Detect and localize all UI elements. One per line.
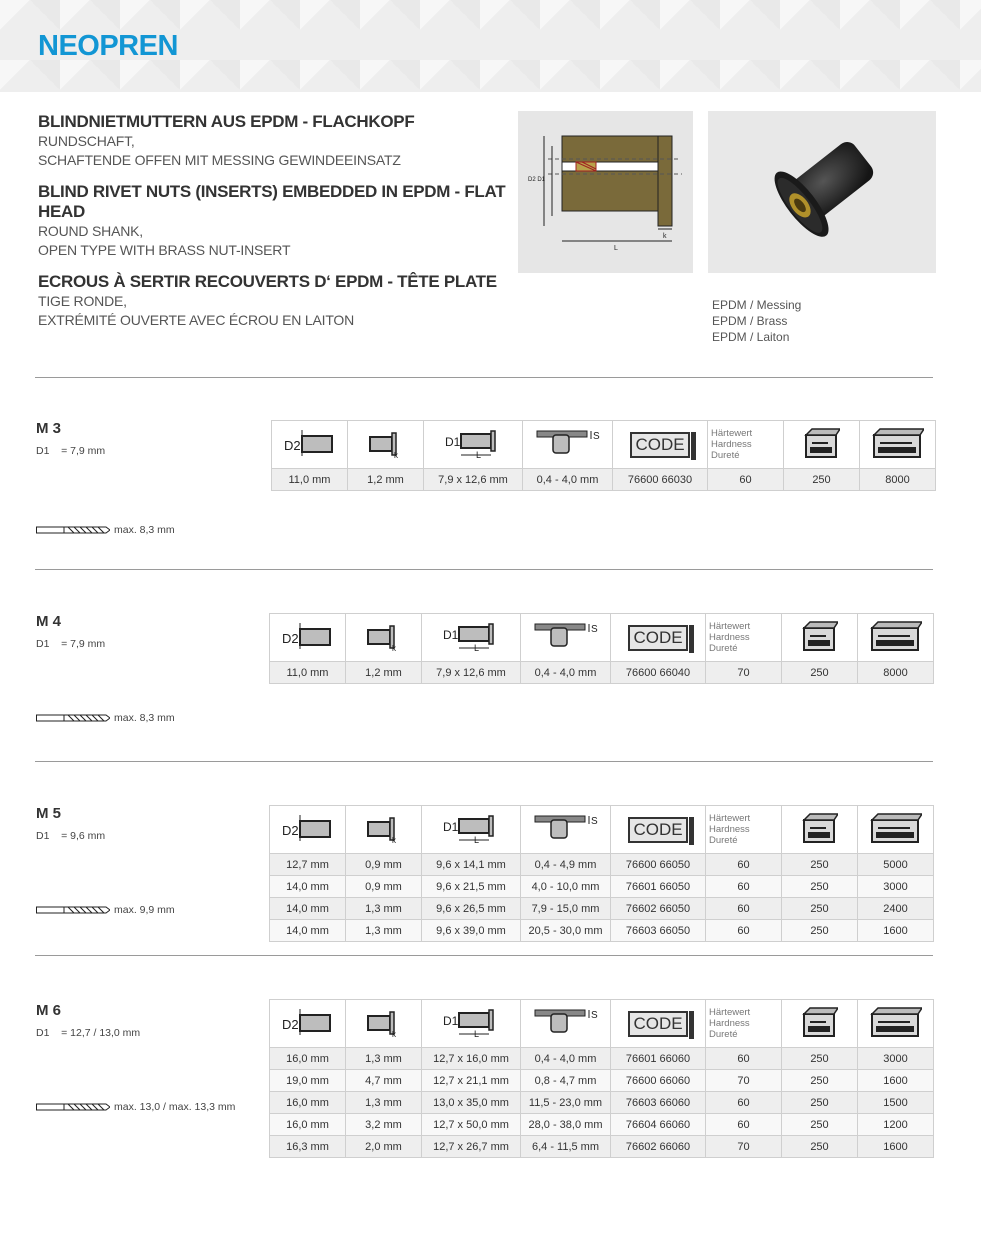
table-cell: 250 [782,1136,858,1158]
drill-size [36,1101,235,1113]
d2-icon [280,1007,336,1037]
hardness-en: Hardness [709,1018,750,1029]
col-grip [521,806,611,854]
intro-de-title: BLINDNIETMUTTERN AUS EPDM - FLACHKOPF [38,112,415,131]
table-cell: 7,9 x 12,6 mm [424,469,523,491]
table-cell: 60 [706,1048,782,1070]
d2-icon-label: D2 [281,1017,299,1032]
table-cell: 250 [782,1048,858,1070]
col-d1-l [424,421,523,469]
d1-l-icon [441,620,501,652]
intro-en-line2: OPEN TYPE WITH BRASS NUT-INSERT [38,242,291,258]
table-cell: 250 [782,876,858,898]
thread-size-label: M 3 [36,420,62,437]
code-label: CODE [628,625,687,651]
table-cell: 9,6 x 26,5 mm [422,898,521,920]
table-cell: 60 [706,898,782,920]
table-cell: 11,0 mm [270,662,346,684]
carton-icon [872,427,924,459]
table-cell: 11,0 mm [272,469,348,491]
hardness-de: Härtewert [709,813,751,824]
table-cell: 250 [782,662,858,684]
table-cell: 5000 [858,854,934,876]
intro-de-line2: SCHAFTENDE OFFEN MIT MESSING GEWINDEEINSATZ [38,152,401,168]
table-cell: 3,2 mm [346,1114,422,1136]
table-cell: 60 [706,1114,782,1136]
hardness-en: Hardness [711,439,752,450]
d1-diameter-label: D1 = 7,9 mm [36,445,106,457]
hardness-fr: Dureté [711,450,740,461]
table-cell: 28,0 - 38,0 mm [521,1114,611,1136]
table-header-row [272,421,936,469]
table-cell: 76604 66060 [611,1114,706,1136]
table-cell: 12,7 x 50,0 mm [422,1114,521,1136]
drill-size [36,904,175,916]
spec-table [269,613,934,684]
d2-icon-label: D2 [281,823,299,838]
grip-range-icon [531,1006,601,1038]
table-row [270,662,934,684]
box-icon [802,620,838,652]
col-carton [860,421,936,469]
table-row [270,876,934,898]
code-label: CODE [628,1011,687,1037]
table-cell: 6,4 - 11,5 mm [521,1136,611,1158]
d1-icon-label: D1 [443,628,459,642]
col-carton [858,1000,934,1048]
table-cell: 16,0 mm [270,1114,346,1136]
table-cell: 1,3 mm [346,1048,422,1070]
d1-l-icon [441,1006,501,1038]
table-cell: 76602 66060 [611,1136,706,1158]
table-row [270,1048,934,1070]
table-cell: 1,3 mm [346,898,422,920]
table-cell: 1600 [858,1070,934,1092]
box-icon [802,812,838,844]
d1-diameter-label: D1 = 7,9 mm [36,638,106,650]
drill-size-label: max. 13,0 / max. 13,3 mm [114,1101,236,1113]
intro-en-title: BLIND RIVET NUTS (INSERTS) EMBEDDED IN EPDM - FLAT HEAD [38,182,506,221]
d2-icon [282,428,338,458]
drill-bit-icon [36,1103,110,1111]
table-cell: 76601 66050 [611,876,706,898]
col-d2 [270,614,346,662]
col-d2 [272,421,348,469]
code-label: CODE [628,817,687,843]
table-cell: 12,7 x 21,1 mm [422,1070,521,1092]
drill-bit-icon [36,906,110,914]
thread-size-label: M 4 [36,613,62,630]
divider [35,955,933,956]
spec-table [269,805,934,942]
table-cell: 14,0 mm [270,920,346,942]
k-icon [366,428,406,458]
table-cell: 1500 [858,1092,934,1114]
intro-de [38,112,508,170]
d2-icon-label: D2 [281,631,299,646]
d2-icon [280,813,336,843]
cross-section-diagram [518,111,693,273]
col-grip [521,1000,611,1048]
box-icon [804,427,840,459]
table-cell: 76600 66040 [611,662,706,684]
table-cell: 0,4 - 4,0 mm [521,1048,611,1070]
grip-range-icon [531,812,601,844]
k-icon [364,1007,404,1037]
hardness-en: Hardness [709,824,750,835]
table-cell: 250 [782,898,858,920]
table-cell: 1600 [858,1136,934,1158]
divider [35,377,933,378]
table-cell: 60 [706,876,782,898]
diagram-label-k: k [663,233,667,240]
hardness-de: Härtewert [709,1007,751,1018]
d1-l-icon [443,427,503,459]
hardness-de: Härtewert [711,428,753,439]
s-icon-label: S [592,431,600,442]
col-k [348,421,424,469]
table-cell: 1,2 mm [346,662,422,684]
table-cell: 76600 66060 [611,1070,706,1092]
s-icon-label: S [590,1010,598,1021]
table-cell: 8000 [860,469,936,491]
table-cell: 4,7 mm [346,1070,422,1092]
table-cell: 76603 66050 [611,920,706,942]
table-header-row [270,614,934,662]
materials-list [712,297,801,345]
table-cell: 0,9 mm [346,876,422,898]
table-cell: 250 [784,469,860,491]
table-row [270,1114,934,1136]
k-icon-label: k [391,644,396,651]
thread-size-label: M 5 [36,805,62,822]
table-cell: 76600 66030 [613,469,708,491]
drill-size-label: max. 9,9 mm [114,904,175,916]
table-cell: 3000 [858,876,934,898]
material-fr: EPDM / Laiton [712,330,790,344]
table-cell: 76602 66050 [611,898,706,920]
table-cell: 19,0 mm [270,1070,346,1092]
box-icon [802,1006,838,1038]
col-code [613,421,708,469]
table-cell: 11,5 - 23,0 mm [521,1092,611,1114]
table-cell: 70 [706,662,782,684]
col-k [346,614,422,662]
carton-icon [870,620,922,652]
l-icon-label: L [474,835,480,844]
col-hardness [706,806,782,854]
intro-text [38,112,508,342]
table-cell: 12,7 mm [270,854,346,876]
drill-bit-icon [36,526,110,534]
table-cell: 1,3 mm [346,920,422,942]
s-icon-label: S [590,816,598,827]
drill-size-label: max. 8,3 mm [114,524,175,536]
thread-size-label: M 6 [36,1002,62,1019]
k-icon [364,621,404,651]
table-row [270,1070,934,1092]
table-cell: 76601 66060 [611,1048,706,1070]
table-cell: 7,9 x 12,6 mm [422,662,521,684]
table-cell: 9,6 x 21,5 mm [422,876,521,898]
table-cell: 60 [706,920,782,942]
col-k [346,1000,422,1048]
table-header-row [270,806,934,854]
intro-fr-line2: EXTRÉMITÉ OUVERTE AVEC ÉCROU EN LAITON [38,312,355,328]
header-banner [0,0,981,92]
table-cell: 7,9 - 15,0 mm [521,898,611,920]
table-cell: 9,6 x 14,1 mm [422,854,521,876]
col-carton [858,806,934,854]
table-cell: 0,4 - 4,9 mm [521,854,611,876]
table-cell: 60 [706,1092,782,1114]
table-cell: 1600 [858,920,934,942]
table-cell: 60 [706,854,782,876]
col-code [611,1000,706,1048]
col-box [782,806,858,854]
table-cell: 70 [706,1070,782,1092]
drill-bit-icon [36,714,110,722]
material-de: EPDM / Messing [712,298,802,312]
grip-range-icon [533,427,603,459]
diagram-label-d2-d1: D2 D1 [528,177,546,183]
d1-l-icon [441,812,501,844]
code-label: CODE [630,432,689,458]
table-cell: 12,7 x 16,0 mm [422,1048,521,1070]
table-cell: 14,0 mm [270,898,346,920]
col-hardness [708,421,784,469]
col-d1-l [422,806,521,854]
drill-size [36,524,175,536]
table-cell: 250 [782,1114,858,1136]
col-d1-l [422,1000,521,1048]
table-cell: 60 [708,469,784,491]
table-cell: 250 [782,1092,858,1114]
table-cell: 76603 66060 [611,1092,706,1114]
page-title: NEOPREN [38,30,178,62]
table-cell: 20,5 - 30,0 mm [521,920,611,942]
col-box [782,1000,858,1048]
table-cell: 16,3 mm [270,1136,346,1158]
table-cell: 9,6 x 39,0 mm [422,920,521,942]
col-grip [523,421,613,469]
intro-fr-line1: TIGE RONDE, [38,293,127,309]
table-cell: 250 [782,854,858,876]
col-box [782,614,858,662]
table-cell: 76600 66050 [611,854,706,876]
col-code [611,614,706,662]
table-cell: 0,4 - 4,0 mm [523,469,613,491]
k-icon-label: k [391,836,396,843]
col-hardness [706,614,782,662]
spec-table [271,420,936,491]
drill-size-label: max. 8,3 mm [114,712,175,724]
col-hardness [706,1000,782,1048]
col-carton [858,614,934,662]
d1-diameter-label: D1 = 12,7 / 13,0 mm [36,1027,141,1039]
table-cell: 12,7 x 26,7 mm [422,1136,521,1158]
table-cell: 13,0 x 35,0 mm [422,1092,521,1114]
intro-fr [38,272,508,330]
l-icon-label: L [476,450,482,459]
d2-icon [280,621,336,651]
intro-de-line1: RUNDSCHAFT, [38,133,135,149]
hardness-fr: Dureté [709,1029,738,1040]
table-row [270,920,934,942]
l-icon-label: L [474,1029,480,1038]
table-cell: 16,0 mm [270,1092,346,1114]
table-cell: 2,0 mm [346,1136,422,1158]
table-row [270,1136,934,1158]
col-box [784,421,860,469]
k-icon-label: k [393,451,398,458]
table-cell: 1,2 mm [348,469,424,491]
table-cell: 250 [782,1070,858,1092]
hardness-fr: Dureté [709,643,738,654]
table-cell: 2400 [858,898,934,920]
table-row [270,854,934,876]
d2-icon-label: D2 [283,438,301,453]
hardness-de: Härtewert [709,621,751,632]
table-cell: 0,4 - 4,0 mm [521,662,611,684]
table-cell: 8000 [858,662,934,684]
col-code [611,806,706,854]
diagram-label-l: L [614,245,618,252]
hardness-en: Hardness [709,632,750,643]
l-icon-label: L [474,643,480,652]
table-cell: 250 [782,920,858,942]
d1-icon-label: D1 [443,1014,459,1028]
col-d2 [270,1000,346,1048]
d1-icon-label: D1 [443,820,459,834]
intro-fr-title: ECROUS À SERTIR RECOUVERTS D‘ EPDM - TÊTE PLATE [38,272,497,291]
table-cell: 70 [706,1136,782,1158]
material-en: EPDM / Brass [712,314,788,328]
spec-table [269,999,934,1158]
grip-range-icon [531,620,601,652]
col-d2 [270,806,346,854]
col-grip [521,614,611,662]
k-icon [364,813,404,843]
intro-en-line1: ROUND SHANK, [38,223,143,239]
table-cell: 0,9 mm [346,854,422,876]
hardness-fr: Dureté [709,835,738,846]
divider [35,761,933,762]
product-photo [708,111,936,273]
intro-en [38,182,508,260]
table-row [270,898,934,920]
col-d1-l [422,614,521,662]
drill-size [36,712,175,724]
s-icon-label: S [590,624,598,635]
table-cell: 0,8 - 4,7 mm [521,1070,611,1092]
table-row [272,469,936,491]
table-row [270,1092,934,1114]
table-cell: 16,0 mm [270,1048,346,1070]
k-icon-label: k [391,1030,396,1037]
table-cell: 4,0 - 10,0 mm [521,876,611,898]
table-cell: 1200 [858,1114,934,1136]
col-k [346,806,422,854]
table-cell: 3000 [858,1048,934,1070]
carton-icon [870,1006,922,1038]
divider [35,569,933,570]
d1-diameter-label: D1 = 9,6 mm [36,830,106,842]
carton-icon [870,812,922,844]
d1-icon-label: D1 [445,435,461,449]
table-cell: 1,3 mm [346,1092,422,1114]
table-header-row [270,1000,934,1048]
table-cell: 14,0 mm [270,876,346,898]
